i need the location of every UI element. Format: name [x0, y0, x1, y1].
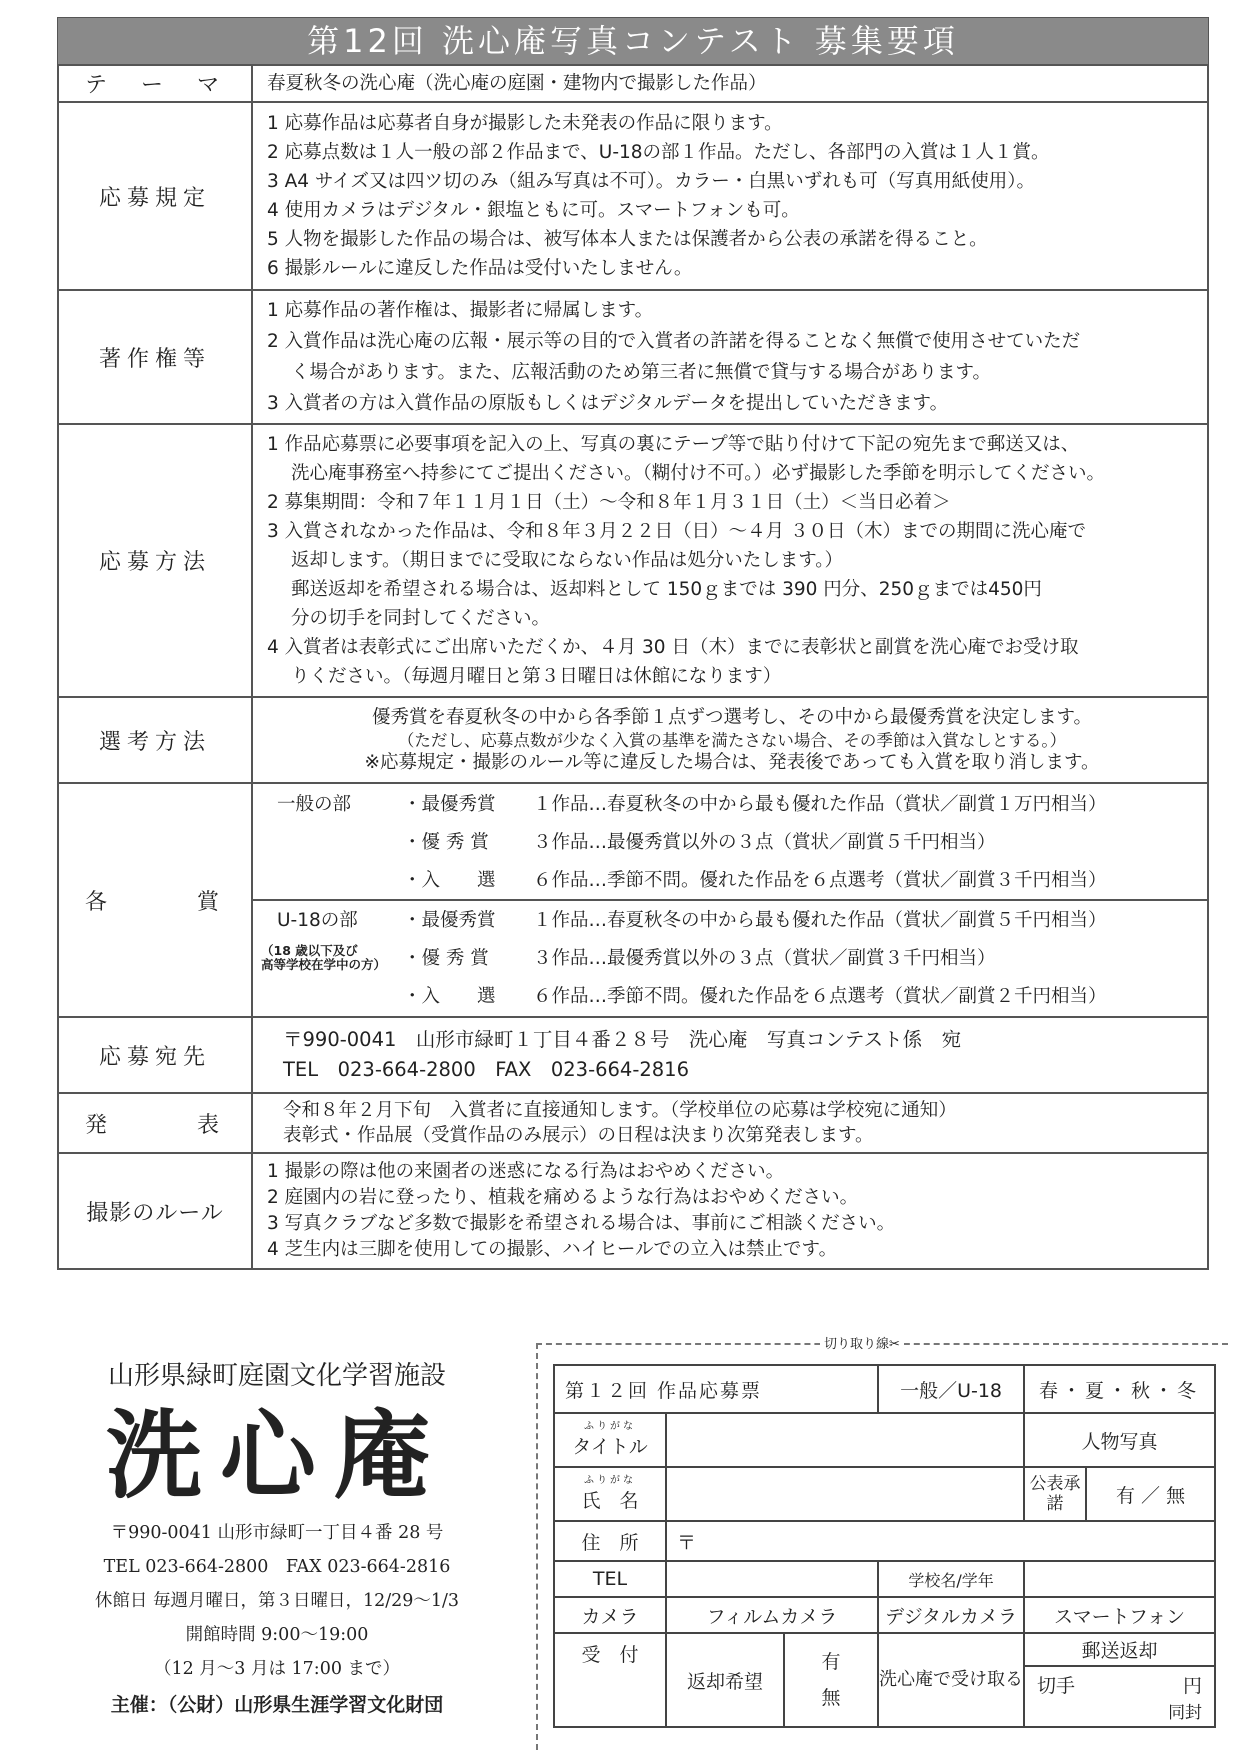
form-tel-field[interactable]	[666, 1561, 878, 1597]
entry-form	[553, 1364, 1216, 1728]
form-seasons[interactable]: 春・夏・秋・冬	[1024, 1365, 1215, 1413]
label-theme: テ ー マ	[58, 65, 252, 102]
facility-closed: 休館日 毎週月曜日，第３日曜日，12/29～1/3	[94, 1591, 460, 1611]
rules-list	[252, 102, 1208, 290]
u18-note: （18 歳以下及び 高等学校在学中の方）	[261, 943, 387, 972]
form-pickup[interactable]: 洗心庵で受け取る	[878, 1633, 1024, 1727]
label-rules: 応募規定	[58, 102, 252, 290]
selection-item: ※応募規定・撮影のルール等に違反した場合は、発表後であっても入賞を取り消します。	[364, 751, 1100, 773]
label-selection: 選考方法	[58, 697, 252, 783]
form-camera-label: カメラ	[554, 1597, 666, 1633]
row-prizes	[58, 783, 1208, 1017]
form-mail-return[interactable]: 郵送返却 切手 円 同封	[1024, 1633, 1215, 1727]
form-title: 第１２回 作品応募票	[554, 1365, 878, 1413]
rules-item: 3 A4 サイズ又は四ツ切のみ（組み写真は不可）。カラー・白黒いずれも可（写真用紙使用）。	[267, 171, 1035, 192]
prize-row	[253, 901, 1207, 939]
row-theme	[58, 65, 1208, 102]
shooting-item: 4 芝生内は三脚を使用しての撮影、ハイヒールでの立入は禁止です。	[267, 1239, 838, 1260]
prize-desc: １作品…春夏秋冬の中から最も優れた作品（賞状／副賞１万円相当）	[533, 793, 1107, 815]
prize-desc: ３作品…最優秀賞以外の３点（賞状／副賞３千円相当）	[533, 947, 996, 969]
label-announce: 発 表	[58, 1093, 252, 1153]
copyright-item: 2 入賞作品は洗心庵の広報・展示等の目的で入賞者の許諾を得ることなく無償で使用させていただ	[267, 331, 1081, 352]
prize-type: ・入 選	[403, 985, 496, 1007]
label-address: 応募宛先	[58, 1017, 252, 1093]
rules-item: 2 応募点数は１人一般の部２作品まで、U-18の部１作品。ただし、各部門の入賞は１人１賞。	[267, 142, 1050, 163]
cut-line-label: 切り取り線✂	[820, 1333, 904, 1352]
copyright-list	[252, 290, 1208, 424]
prize-type: ・最優秀賞	[403, 793, 496, 815]
form-address-field[interactable]: 〒	[666, 1521, 1215, 1561]
form-camera-digital[interactable]: デジタルカメラ	[878, 1597, 1024, 1633]
shooting-item: 3 写真クラブなど多数で撮影を希望される場合は、事前にご相談ください。	[267, 1213, 896, 1234]
method-item: 分の切手を同封してください。	[291, 608, 551, 629]
label-copyright: 著作権等	[58, 290, 252, 424]
copyright-item: 3 入賞者の方は入賞作品の原版もしくはデジタルデータを提出していただきます。	[267, 393, 949, 414]
prize-desc: ６作品…季節不問。優れた作品を６点選考（賞状／副賞２千円相当）	[533, 985, 1107, 1007]
rules-item: 5 人物を撮影した作品の場合は、被写体本人または保護者から公表の承諾を得ること。	[267, 229, 988, 250]
shooting-list	[252, 1153, 1208, 1269]
shooting-item: 1 撮影の際は他の来園者の迷惑になる行為はおやめください。	[267, 1161, 785, 1182]
selection-item: （ただし、応募点数が少なく入賞の基準を満たさない場合、その季節は入賞なしとする。）	[397, 730, 1067, 750]
address-text: 〒990-0041 山形市緑町１丁目４番２８号 洗心庵 写真コンテスト係 宛 TEL 023-664-2800 FAX 023-664-2816	[252, 1017, 1208, 1093]
prizes-content	[252, 783, 1208, 1017]
form-receipt-label: 受 付	[554, 1633, 666, 1727]
label-shooting: 撮影のルール	[58, 1153, 252, 1269]
form-tel-label: TEL	[554, 1561, 666, 1597]
prize-desc: ６作品…季節不問。優れた作品を６点選考（賞状／副賞３千円相当）	[533, 869, 1107, 891]
form-consent-label: 公表承諾	[1024, 1467, 1086, 1521]
row-announce	[58, 1093, 1208, 1153]
form-camera-phone[interactable]: スマートフォン	[1024, 1597, 1215, 1633]
method-item: 3 入賞されなかった作品は、令和８年３月２２日（日）～４月 ３０日（木）までの期間に洗心庵で	[267, 521, 1087, 542]
facility-hours: 開館時間 9:00～19:00	[185, 1625, 369, 1645]
copyright-item: 1 応募作品の著作権は、撮影者に帰属します。	[267, 300, 654, 321]
rules-item: 1 応募作品は応募者自身が撮影した未発表の作品に限ります。	[267, 113, 783, 134]
organizer: 主催：（公財）山形県生涯学習文化財団	[110, 1694, 444, 1716]
method-list	[252, 424, 1208, 697]
facility-logo: 洗心庵	[106, 1399, 448, 1512]
prize-row	[253, 823, 1207, 861]
row-rules	[58, 102, 1208, 290]
prize-division: 一般の部	[277, 793, 352, 815]
shooting-item: 2 庭園内の岩に登ったり、植栽を痛めるような行為はおやめください。	[267, 1187, 859, 1208]
prize-row	[253, 861, 1207, 899]
facility-hours-note: （12 月～3 月は 17:00 まで）	[153, 1659, 401, 1679]
prize-division: U-18の部	[277, 909, 358, 931]
prize-type: ・最優秀賞	[403, 909, 496, 931]
selection-list	[252, 697, 1208, 783]
prize-desc: １作品…春夏秋冬の中から最も優れた作品（賞状／副賞５千円相当）	[533, 909, 1107, 931]
form-name-label: ふりがな 氏 名	[554, 1467, 666, 1521]
prize-type: ・入 選	[403, 869, 496, 891]
form-return-label: 返却希望	[666, 1633, 784, 1727]
row-copyright	[58, 290, 1208, 424]
form-title-field[interactable]	[666, 1413, 1024, 1467]
prize-row	[253, 785, 1207, 823]
form-name-field[interactable]	[666, 1467, 1024, 1521]
row-shooting	[58, 1153, 1208, 1269]
prize-row	[253, 939, 1207, 977]
prizes-general	[253, 785, 1207, 899]
form-consent-value[interactable]: 有 ／ 無	[1086, 1467, 1215, 1521]
form-return-choice[interactable]: 有 無	[784, 1633, 878, 1727]
method-item: 1 作品応募票に必要事項を記入の上、写真の裏にテープ等で貼り付けて下記の宛先まで郵送又は、	[267, 434, 1080, 455]
method-item: りください。（毎週月曜日と第３日曜日は休館になります）	[291, 666, 782, 687]
prize-row	[253, 977, 1207, 1015]
prize-type: ・優 秀 賞	[403, 831, 489, 853]
guidelines-table	[57, 64, 1209, 1270]
facility-phone: TEL 023-664-2800 FAX 023-664-2816	[103, 1557, 451, 1577]
facility-info	[57, 1355, 497, 1717]
method-item: 2 募集期間：令和７年１１月１日（土）～令和８年１月３１日（土）＜当日必着＞	[267, 492, 951, 513]
facility-name: 山形県緑町庭園文化学習施設	[107, 1361, 446, 1391]
copyright-item: く場合があります。また、広報活動のため第三者に無償で貸与する場合があります。	[291, 362, 992, 383]
prize-desc: ３作品…最優秀賞以外の３点（賞状／副賞５千円相当）	[533, 831, 996, 853]
selection-item: 優秀賞を春夏秋冬の中から各季節１点ずつ選考し、その中から最優秀賞を決定します。	[371, 706, 1093, 728]
form-school-label: 学校名/学年	[878, 1561, 1024, 1597]
method-item: 4 入賞者は表彰式にご出席いただくか、４月 30 日（木）までに表彰状と副賞を洗心庵でお受け取	[267, 637, 1079, 658]
method-item: 洗心庵事務室へ持参にてご提出ください。（糊付け不可。）必ず撮影した季節を明示してください。	[291, 463, 1106, 484]
form-address-label: 住 所	[554, 1521, 666, 1561]
page-title: 第12回 洗心庵写真コンテスト 募集要項	[57, 17, 1209, 65]
form-title-label: ふりがな タイトル	[554, 1413, 666, 1467]
row-method	[58, 424, 1208, 697]
rules-item: 4 使用カメラはデジタル・銀塩ともに可。スマートフォンも可。	[267, 200, 800, 221]
row-selection	[58, 697, 1208, 783]
label-prizes: 各 賞	[58, 783, 252, 1017]
method-item: 返却します。（期日までに受取にならない作品は処分いたします。）	[291, 550, 844, 571]
method-item: 郵送返却を希望される場合は、返却料として 150ｇまでは 390 円分、250ｇまでは450円	[291, 579, 1042, 600]
prize-type: ・優 秀 賞	[403, 947, 489, 969]
form-portrait: 人物写真	[1024, 1413, 1215, 1467]
label-method: 応募方法	[58, 424, 252, 697]
theme-text: 春夏秋冬の洗心庵（洗心庵の庭園・建物内で撮影した作品）	[252, 65, 1208, 102]
form-school-field[interactable]	[1024, 1561, 1215, 1597]
form-camera-film[interactable]: フィルムカメラ	[666, 1597, 878, 1633]
facility-address: 〒990-0041 山形市緑町一丁目４番 28 号	[110, 1523, 444, 1543]
form-category[interactable]: 一般／U-18	[878, 1365, 1024, 1413]
announce-text: 令和８年２月下旬 入賞者に直接通知します。（学校単位の応募は学校宛に通知） 表彰式・作品展（受賞作品のみ展示）の日程は決まり次第発表します。	[252, 1093, 1208, 1153]
rules-item: 6 撮影ルールに違反した作品は受付いたしません。	[267, 258, 693, 279]
prizes-u18	[253, 899, 1207, 1015]
row-address	[58, 1017, 1208, 1093]
